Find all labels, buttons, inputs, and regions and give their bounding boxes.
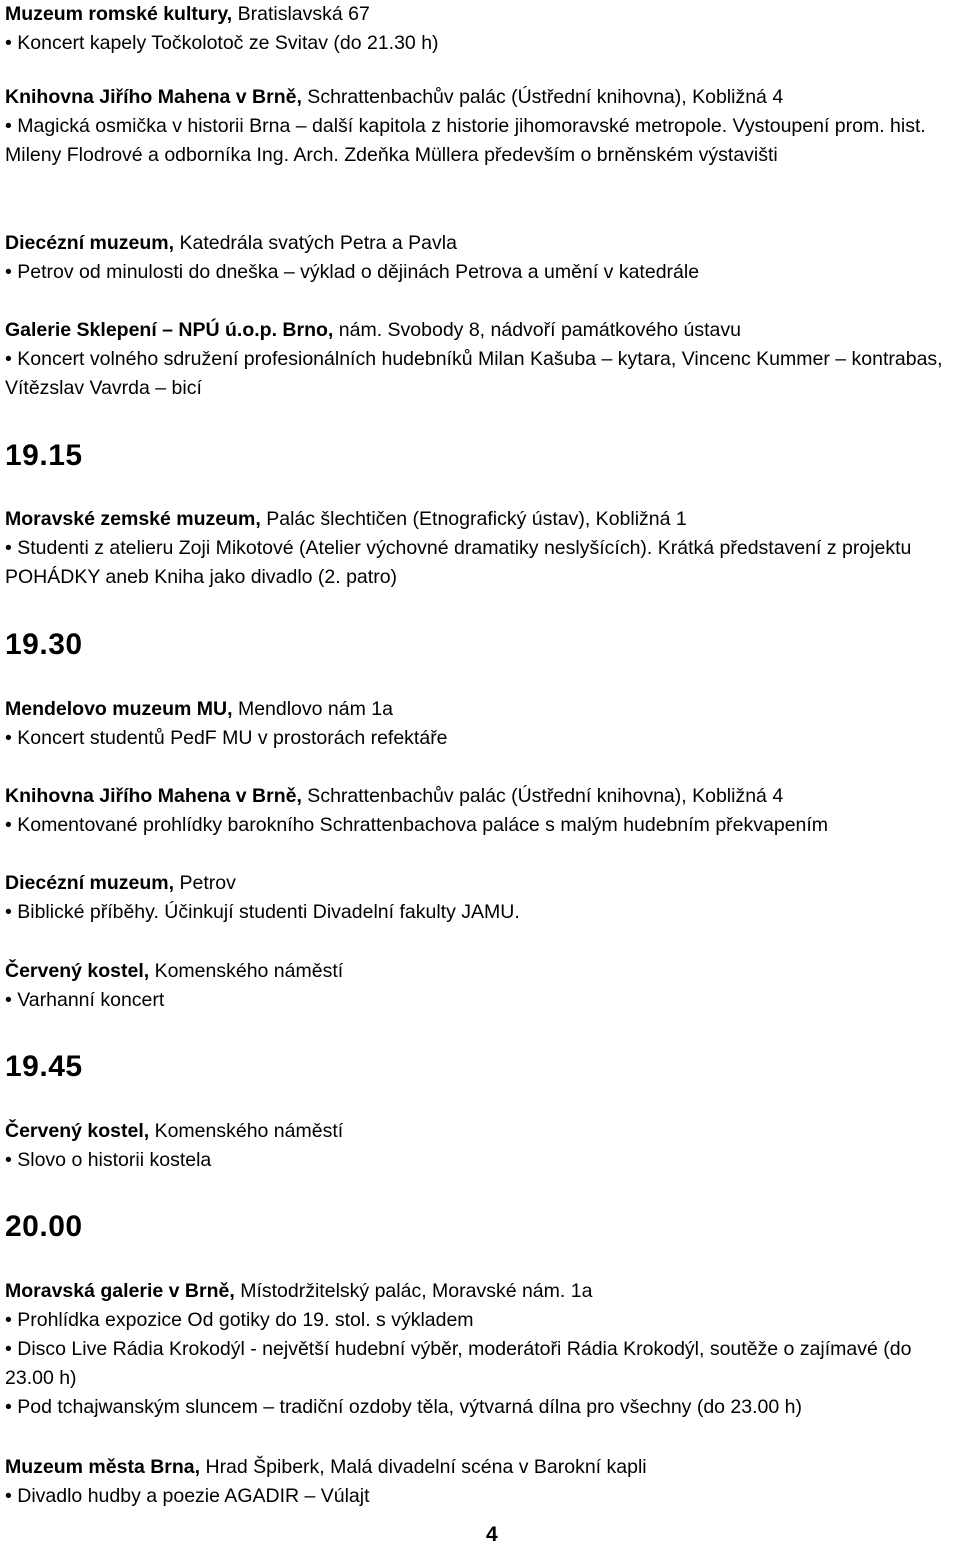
venue-address: Schrattenbachův palác (Ústřední knihovna), Kobližná 4	[301, 86, 784, 108]
event-item: • Koncert studentů PedF MU v prostorách refektáře	[5, 727, 448, 749]
venue-name: Červený kostel,	[5, 960, 150, 982]
venue-address: nám. Svobody 8, nádvoří památkového ústavu	[333, 319, 741, 341]
event-item: • Koncert kapely Točkolotoč ze Svitav (do 21.30 h)	[5, 32, 439, 54]
venue-name: Moravská galerie v Brně,	[5, 1280, 235, 1302]
venue-line	[5, 229, 957, 258]
event-entry	[5, 869, 957, 927]
venue-name: Knihovna Jiřího Mahena v Brně,	[5, 785, 302, 807]
event-item: • Studenti z atelieru Zoji Mikotové (Atelier výchovné dramatiky neslyšících). Krátká představení z projektu POHÁDKY aneb Kniha jako divadlo (2. patro)	[5, 537, 912, 588]
event-item: • Slovo o historii kostela	[5, 1149, 212, 1171]
event-item: • Pod tchajwanským sluncem – tradiční ozdoby těla, výtvarná dílna pro všechny (do 23.00 h)	[5, 1396, 802, 1418]
event-entry	[5, 316, 957, 403]
event-item: • Magická osmička v historii Brna – další kapitola z historie jihomoravské metropole. Vystoupení prom. hist. Mileny Flodrové a odborníka Ing. Arch. Zdeňka Müllera především o brněnském výstavišti	[5, 115, 926, 166]
event-entry	[5, 229, 957, 287]
time-heading: 19.30	[5, 628, 83, 661]
page-number: 4	[486, 1523, 498, 1546]
venue-address: Palác šlechtičen (Etnografický ústav), Kobližná 1	[260, 508, 687, 530]
venue-address: Katedrála svatých Petra a Pavla	[174, 232, 457, 254]
venue-address: Hrad Špiberk, Malá divadelní scéna v Barokní kapli	[200, 1456, 647, 1478]
event-item: • Varhanní koncert	[5, 989, 165, 1011]
time-heading: 20.00	[5, 1210, 83, 1243]
event-entry	[5, 782, 957, 840]
venue-name: Červený kostel,	[5, 1120, 150, 1142]
time-heading: 19.15	[5, 439, 83, 472]
venue-address: Schrattenbachův palác (Ústřední knihovna), Kobližná 4	[301, 785, 784, 807]
venue-line	[5, 695, 957, 724]
venue-line	[5, 1277, 957, 1306]
venue-name: Muzeum romské kultury,	[5, 3, 233, 25]
venue-name: Moravské zemské muzeum,	[5, 508, 261, 530]
venue-address: Komenského náměstí	[149, 1120, 344, 1142]
venue-address: Mendlovo nám 1a	[232, 698, 393, 720]
event-item: • Koncert volného sdružení profesionálních hudebníků Milan Kašuba – kytara, Vincenc Kummer – kontrabas, Vítězslav Vavrda – bicí	[5, 348, 943, 399]
venue-name: Mendelovo muzeum MU,	[5, 698, 233, 720]
venue-name: Diecézní muzeum,	[5, 232, 175, 254]
event-item: • Komentované prohlídky barokního Schrattenbachova paláce s malým hudebním překvapením	[5, 814, 829, 836]
venue-name: Galerie Sklepení – NPÚ ú.o.p. Brno,	[5, 319, 334, 341]
event-item: • Divadlo hudby a poezie AGADIR – Vúlajt	[5, 1485, 370, 1507]
venue-line	[5, 1117, 957, 1146]
event-entry	[5, 0, 957, 58]
venue-address: Bratislavská 67	[232, 3, 370, 25]
venue-line	[5, 0, 957, 29]
time-heading: 19.45	[5, 1050, 83, 1083]
event-entry	[5, 1277, 957, 1422]
venue-name: Diecézní muzeum,	[5, 872, 175, 894]
event-item: • Prohlídka expozice Od gotiky do 19. stol. s výkladem	[5, 1309, 474, 1331]
event-entry	[5, 83, 957, 170]
event-item: • Petrov od minulosti do dneška – výklad o dějinách Petrova a umění v katedrále	[5, 261, 700, 283]
venue-line	[5, 1453, 957, 1482]
event-item: • Disco Live Rádia Krokodýl - největší hudební výběr, moderátoři Rádia Krokodýl, soutěže o zajímavé (do 23.00 h)	[5, 1338, 912, 1389]
event-entry	[5, 957, 957, 1015]
event-entry	[5, 1117, 957, 1175]
event-entry	[5, 695, 957, 753]
venue-address: Místodržitelský palác, Moravské nám. 1a	[234, 1280, 593, 1302]
venue-address: Komenského náměstí	[149, 960, 344, 982]
venue-line	[5, 505, 957, 534]
venue-name: Knihovna Jiřího Mahena v Brně,	[5, 86, 302, 108]
venue-line	[5, 83, 957, 112]
venue-address: Petrov	[174, 872, 236, 894]
venue-line	[5, 782, 957, 811]
venue-name: Muzeum města Brna,	[5, 1456, 201, 1478]
event-item: • Biblické příběhy. Účinkují studenti Divadelní fakulty JAMU.	[5, 901, 520, 923]
venue-line	[5, 869, 957, 898]
venue-line	[5, 316, 957, 345]
event-entry	[5, 1453, 957, 1511]
event-entry	[5, 505, 957, 592]
venue-line	[5, 957, 957, 986]
